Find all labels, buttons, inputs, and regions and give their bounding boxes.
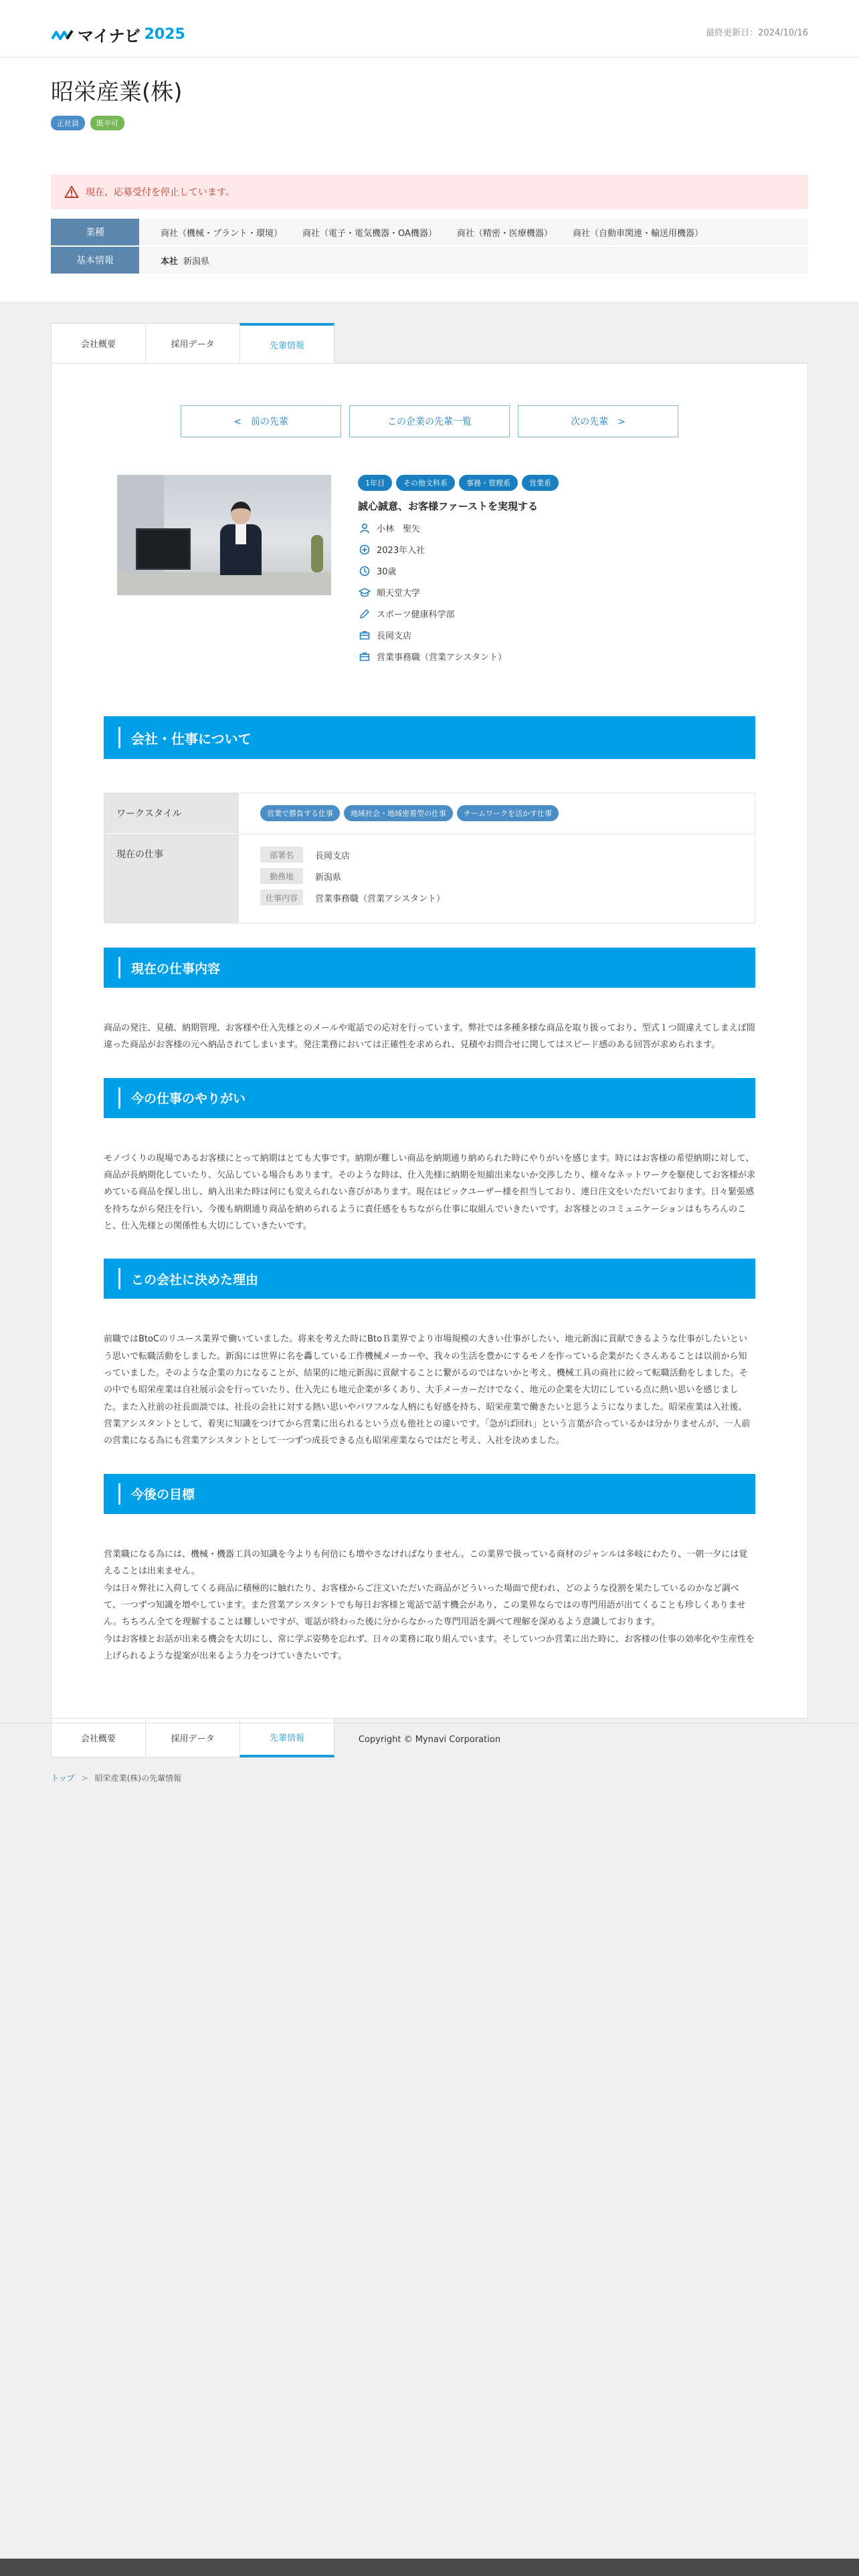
profile-job-line [358,650,559,663]
rewarding-text [104,1150,755,1235]
briefcase-icon [358,651,371,662]
workstyle-tag: チームワークを活かす仕事 [457,805,559,821]
basic-info-values [139,247,808,274]
profile-tag: 営業系 [522,475,559,491]
next-senior-button[interactable]: 次の先輩 > [518,405,678,437]
breadcrumb [51,1772,859,1784]
workstyle-label: ワークスタイル [104,793,238,833]
department-row [260,847,733,863]
graduate-ok-tag: 既卒可 [90,116,124,130]
prev-senior-button[interactable]: < 前の先輩 [181,405,341,437]
profile-faculty: スポーツ健康科学部 [377,610,455,620]
paragraph: 今はお客様とお話が出来る機会を大切にし、常に学ぶ姿勢を忘れず、日々の業務に取り組んでいます。そしていつか営業に出た時に、お客様の仕事の効率化や生産性を上げられるような提案が出来るよう力をつけていきたいです。 [104,1634,755,1661]
breadcrumb-current: 昭栄産業(株)の先輩情報 [94,1774,182,1784]
copyright: Copyright © Mynavi Corporation [358,1735,501,1745]
profile-branch: 長岡支店 [377,631,412,641]
paragraph: 営業職になる為には、機械・機器工具の知識を今よりも何倍にも増やさなければなりません。この業界で扱っている商材のジャンルは多岐にわたり、一朝一夕には覚えることは出来ません。 [104,1549,748,1577]
workstyle-tag: 地域社会・地域密着型の仕事 [344,805,453,821]
paragraph: 今は日々弊社に入荷してくる商品に積極的に触れたり、お客様からご注文いただいた商品がどういった場面で使われ、どのような役割を果たしているのかなど調べて、一つずつ知識を増やしています。また営業アシスタントでも毎日お客様と電話で話す機会があり、この業界ならではの専門用語が出てくることも珍しくありません。ちちろん全てを理解することは難しいですが、電話が終わった後に分からなかった専門用語を調べて理解を深めるよう意識しております。 [104,1583,746,1628]
logo-mark-icon [51,28,75,41]
profile-details [358,475,559,663]
profile-tag: その他文科系 [396,475,455,491]
profile-faculty-line [358,607,559,620]
location-key: 勤務地 [260,868,303,884]
profile-university: 順天堂大学 [377,588,421,599]
section-reason [104,1259,755,1299]
tab-recruitment-data[interactable]: 採用データ [145,323,240,363]
clock-icon [358,566,371,576]
profile-join-year: 2023年入社 [377,546,425,556]
mynavi-logo[interactable] [51,23,185,46]
page-tabs [51,323,859,363]
current-job-row [104,833,755,923]
paragraph: 商品の発注、見積、納期管理、お客様や仕入先様とのメールや電話での応対を行っています。弊社では多種多様な商品を取り扱っており、型式１つ間違えてしまえば間違った商品がお客様の元へ納品されてしまいます。発注業務においては正確性を求められ、見積やお問合せに関してはスピード感のある回答が求められます。 [104,1023,755,1051]
industry-row [51,219,808,245]
goal-text [104,1546,755,1665]
workstyle-tags [260,805,733,821]
location-value: 新潟県 [315,872,342,883]
industry-label: 業種 [51,219,139,245]
company-header [0,58,859,302]
profile-age-line [358,564,559,577]
profile-age: 30歳 [377,567,397,577]
profile-tag: 事務・管理系 [459,475,518,491]
content-area [0,302,859,1784]
department-key: 部署名 [260,847,303,863]
section-rewarding [104,1078,755,1118]
current-job-label: 現在の仕事 [104,834,238,923]
profile-name-line [358,522,559,534]
company-name: 昭栄産業(株) [51,79,183,106]
section-title: 今の仕事のやりがい [131,1091,246,1107]
tab-recruitment-data[interactable]: 採用データ [145,1719,240,1757]
breadcrumb-separator: > [81,1774,88,1784]
section-title: 会社・仕事について [131,730,252,747]
industry-values [139,219,808,245]
industry-item: 商社（電子・電気機器・OA機器） [302,228,437,239]
industry-item: 商社（自動車関連・輸送用機器） [572,228,703,239]
hq-value: 新潟県 [183,256,210,267]
location-row [260,868,733,884]
last-updated: 最終更新日：2024/10/16 [706,28,808,38]
paragraph: モノづくりの現場であるお客様にとって納期はとても大事です。納期が難しい商品を納期通り納められた時にやりがいを感じます。時にはお客様の希望納期に対して、商品が長納期化していたり、欠品している場合もあります。そのような時は、仕入先様に納期を短縮出来ないか交渉したり、様々なネットワークを駆使してお客様が求めている商品を探し出し、納入出来た時は何にも変えられない喜びがあります。現在はビックユーザー様を担当しており、連日注文をいただいております。日々緊張感を持ちながら発注を行い、今後も納期通り商品を納められるように責任感をもちながら仕事に取組んでいきたいです。お客様とのコミュニケーションはもちろんのこと、仕入先様との関係性も大切にしていきたいです。 [104,1153,755,1232]
profile-branch-line [358,629,559,641]
industry-item: 商社（機械・プラント・環境） [161,228,283,239]
basic-info-row [51,247,808,274]
paragraph: 前職ではBtoCのリユース業界で働いていました。将来を考えた時にBtoＢ業界でより市場規模の大きい仕事がしたい、地元新潟に貢献できるような仕事がしたいという思いで転職活動をしました。新潟には世界に名を轟している工作機械メーカーや、我々の生活を豊かにするモノを作っている企業がたくさんあることは以前から知っていました。そのような企業の力になることが、結果的に地元新潟に貢献することに繋がるのではないかと考え、機械工具の商社に絞って転職活動をしました。その中でも昭栄産業は自社展示会を行っていたり、仕入先にも地元企業が多くあり、大手メーカーだけでなく、地元の企業を大切にしている点に熱い思いを感じました。また入社前の社長面談では、社長の会社に対する熱い思いやパワフルな人柄にも好感を持ち、昭栄産業で働きたいと思うようになりました。昭栄産業は入社後、営業アシスタントとして、着実に知識をつけてから営業に出られるという点も他社との違いです。「急がば回れ」という言葉が合っているかは分かりませんが、一人前の営業になる為にも営業アシスタントとして一つずつ成長できる点も昭栄産業ならではだと考え、入社を決めました。 [104,1334,751,1446]
industry-item: 商社（精密・医療機器） [456,228,553,239]
tab-company-overview[interactable]: 会社概要 [51,323,146,363]
calendar-plus-icon [358,544,371,555]
profile-job: 営業事務職（営業アシスタント） [377,653,507,663]
tab-senior-info[interactable]: 先輩情報 [240,1719,335,1757]
job-content-value: 営業事務職（営業アシスタント） [315,893,446,904]
person-icon [358,523,371,534]
briefcase-icon [358,630,371,641]
bottom-bar [0,2559,859,2576]
profile-join-line [358,543,559,556]
section-goal [104,1474,755,1514]
application-closed-alert [51,175,808,209]
employment-tag: 正社員 [51,116,85,130]
senior-info-panel [51,363,808,1719]
work-info-table [104,792,755,924]
profile-name: 小林 聖矢 [377,524,421,534]
senior-photo [117,475,331,595]
senior-list-button[interactable]: この企業の先輩一覧 [349,405,510,437]
section-company-work [104,716,755,759]
senior-navigation [104,405,755,437]
job-content-row [260,889,733,905]
pen-icon [358,609,371,619]
department-value: 長岡支店 [315,851,351,861]
graduation-cap-icon [358,587,371,598]
workstyle-row [104,793,755,833]
logo-text: マイナビ [78,27,140,45]
job-content-key: 仕事内容 [260,889,303,905]
alert-text: 現在、応募受付を停止しています。 [86,187,235,198]
section-title: この会社に決めた理由 [131,1272,259,1287]
reason-text [104,1331,755,1449]
basic-info-label: 基本情報 [51,247,139,274]
breadcrumb-top-link[interactable]: トップ [51,1774,75,1784]
hq-label: 本社 [161,256,179,267]
tab-company-overview[interactable]: 会社概要 [51,1719,146,1757]
site-header [0,0,859,58]
section-current-work [104,948,755,988]
senior-profile [117,475,755,663]
logo-year: 2025 [144,26,185,43]
profile-tags [358,475,559,491]
profile-university-line [358,586,559,599]
tab-senior-info[interactable]: 先輩情報 [240,323,335,363]
current-work-text [104,1020,755,1054]
company-info-table [51,219,808,274]
profile-catchphrase: 誠心誠意、お客様ファーストを実現する [358,500,538,512]
profile-tag: 1年目 [358,475,392,491]
company-tags [51,116,808,130]
workstyle-tag: 営業で勝負する仕事 [260,805,340,821]
section-title: 今後の目標 [131,1487,195,1503]
section-title: 現在の仕事内容 [131,961,221,976]
warning-icon [64,185,79,199]
